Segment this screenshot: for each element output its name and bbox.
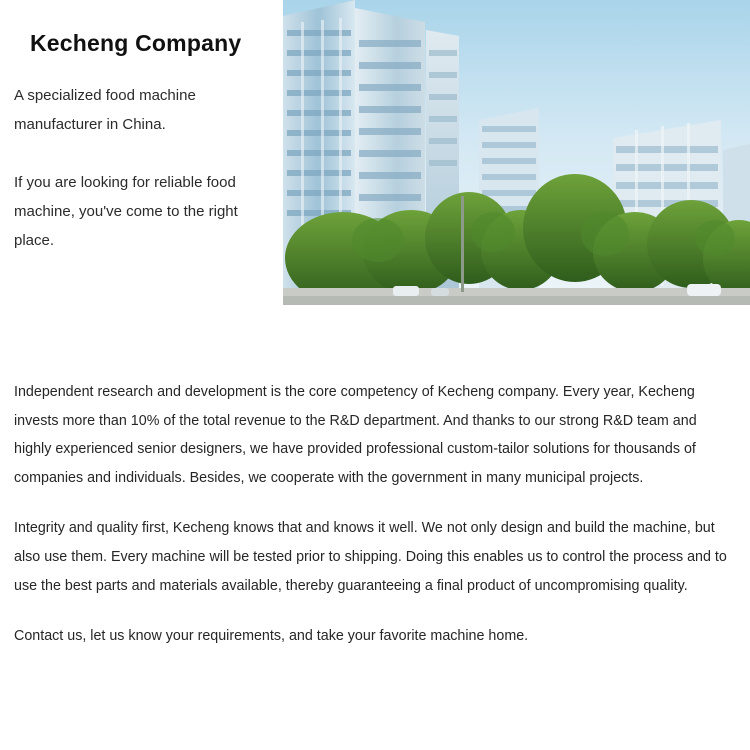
tagline-primary: A specialized food machine manufacturer in China. [14, 87, 196, 134]
body-paragraph-2: Integrity and quality first, Kecheng knows that and knows it well. We not only design and build the machine, but also use them. Every machine will be tested prior to shipping. Doing this enables us to control the process and to use the best parts and materials available, thereby guaranteeing a final product of uncompromising quality. [14, 520, 727, 594]
header-section [0, 0, 750, 310]
body-paragraph-1: Independent research and development is the core competency of Kecheng company. Every year, Kecheng invests more than 10% of the total revenue to the R&D department. And thanks to our strong R&D team and highly experienced senior designers, we have provided professional custom-tailor solutions for thousands of companies and individuals. Besides, we cooperate with the government in many municipal projects. [14, 384, 697, 486]
photo-illustration [283, 0, 750, 305]
body-copy [14, 378, 728, 651]
page-title: Kecheng Company [30, 30, 242, 56]
tagline-secondary: If you are looking for reliable food machine, you've come to the right place. [14, 173, 238, 249]
body-paragraph-3: Contact us, let us know your requirements, and take your favorite machine home. [14, 628, 529, 645]
intro-block [14, 0, 274, 255]
city-buildings-photo [283, 0, 750, 305]
